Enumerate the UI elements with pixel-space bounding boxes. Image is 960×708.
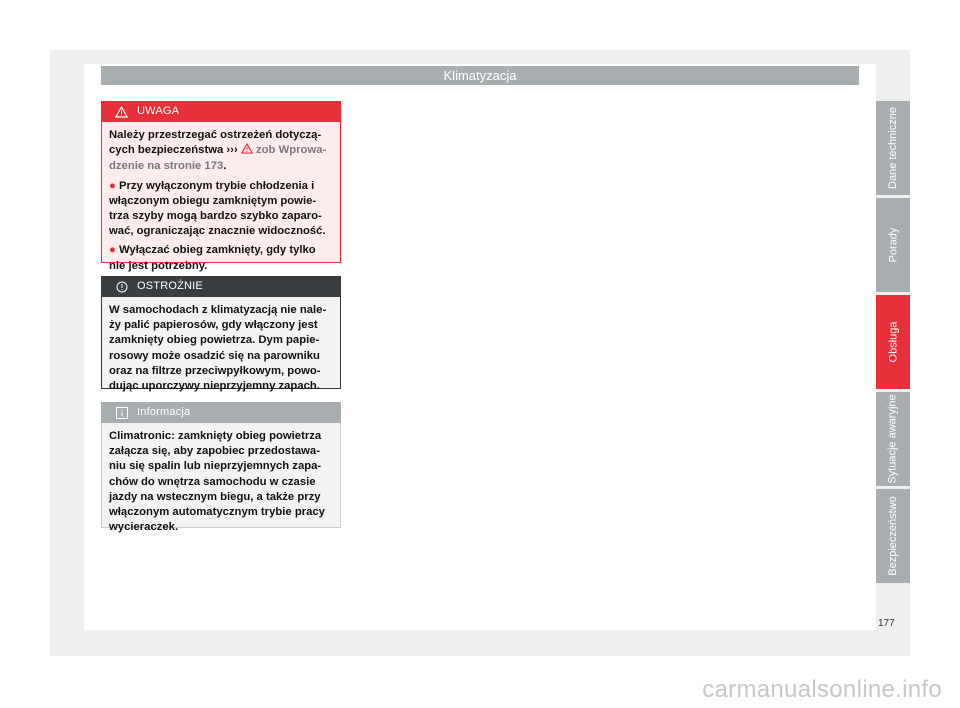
caution-text: W samochodach z klimatyzacją nie nale-ży palić papierosów, gdy włączony jest zamknięty obieg powietrza. Dym papie-rosowy może osadzić się na parowniku oraz na filtrze przeciwpyłkowym, powo-dując uporczywy nieprzyjemny zapach. [109,304,327,393]
warning-bullet: ● Przy wyłączonym trybie chłodzenia i włączonym obiegu zamkniętym powie-trza szyby mogą bardzo szybko zaparo-wać, ograniczając znacznie widoczność. [109,179,326,238]
warning-header [101,101,341,122]
bullet-icon: ● [109,244,116,257]
caution-header [101,276,341,297]
info-text: Climatronic: zamknięty obieg powietrza załącza się, aby zapobiec przedostawa-niu się spalin lub nieprzyjemnych zapa-chów do wnętrza samochodu w czasie jazdy na wstecznym biegu, a także przy włączonym automatycznym trybie pracy wycieraczek. [109,430,325,534]
side-tab-dane-techniczne[interactable]: Dane techniczne [876,101,910,195]
warning-bullet: ● Wyłączać obieg zamknięty, gdy tylko nie jest potrzebny. [109,244,316,272]
info-label: Informacja [137,405,191,418]
info-header [101,402,341,423]
bullet-icon: ● [109,179,116,192]
warning-label: UWAGA [137,104,180,117]
warning-triangle-icon [241,143,253,159]
side-tab-sytuacje-awaryjne[interactable]: Sytuacje awaryjne [876,392,910,486]
warning-intro: Należy przestrzegać ostrzeżeń dotyczą-cych bezpieczeństwa ››› zob Wprowa- dzenie na stronie 173. [109,129,327,173]
warning-triangle-icon [115,106,128,118]
section-header: Klimatyzacja [101,66,859,85]
exclamation-circle-icon [115,281,128,293]
page-number: 177 [878,618,895,629]
info-icon [115,407,128,419]
reference-arrows: ››› [226,144,238,157]
watermark: carmanualsonline.info [702,676,942,703]
caution-label: OSTROŻNIE [137,279,203,292]
warning-box [101,101,341,272]
side-tab-obsluga[interactable]: Obsługa [876,295,910,389]
page-reference-link[interactable]: zob Wprowa- dzenie na stronie 173 [109,144,327,173]
caution-box [101,276,341,393]
side-tab-porady[interactable]: Porady [876,198,910,292]
side-tab-bezpieczenstwo[interactable]: Bezpieczeństwo [876,489,910,583]
info-box [101,402,341,534]
